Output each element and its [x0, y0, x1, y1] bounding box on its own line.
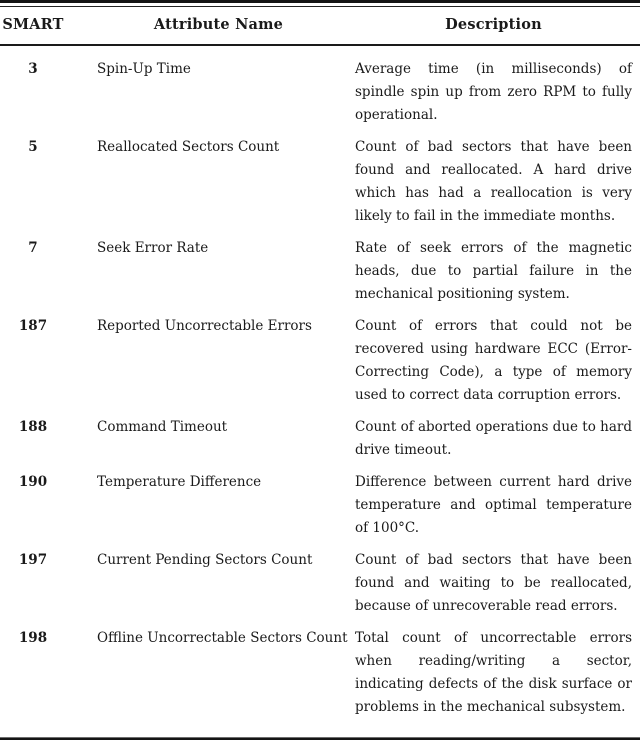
- attribute-name: Reallocated Sectors Count: [97, 139, 280, 155]
- attribute-description: Count of bad sectors that have been found and reallocated. A hard drive which has had a reallocation is very likely to fail in the immediate months.: [355, 139, 632, 224]
- table-row-smart-188: [0, 416, 640, 462]
- attribute-name: Temperature Difference: [97, 474, 262, 490]
- attribute-name: Spin-Up Time: [97, 61, 191, 77]
- attribute-description: Difference between current hard drive temperature and optimal temperature of 100°C.: [355, 474, 632, 536]
- table-row-smart-198: [0, 627, 640, 719]
- attribute-description: Count of bad sectors that have been found and waiting to be reallocated, because of unrecoverable read errors.: [355, 552, 632, 614]
- smart-id: 187: [18, 318, 48, 334]
- attribute-name: Reported Uncorrectable Errors: [97, 318, 312, 334]
- table-row-smart-187: [0, 315, 640, 407]
- smart-id: 198: [18, 630, 48, 646]
- smart-id: 188: [18, 419, 48, 435]
- column-header-attribute-name: Attribute Name: [153, 16, 284, 33]
- table-row-smart-197: [0, 549, 640, 618]
- attribute-description: Count of aborted operations due to hard drive timeout.: [355, 419, 632, 458]
- table-body: [0, 46, 640, 737]
- attribute-description: Count of errors that could not be recovered using hardware ECC (Error-Correcting Code), a type of memory used to correct data corruption errors.: [355, 318, 632, 403]
- smart-id: 7: [28, 240, 38, 256]
- table-header-row: [0, 7, 640, 44]
- attribute-name: Seek Error Rate: [97, 240, 209, 256]
- attribute-description: Rate of seek errors of the magnetic heads, due to partial failure in the mechanical positioning system.: [355, 240, 632, 302]
- attribute-description: Total count of uncorrectable errors when reading/writing a sector, indicating defects of the disk surface or problems in the mechanical subsystem.: [355, 630, 632, 715]
- table-row-smart-190: [0, 471, 640, 540]
- smart-id: 197: [18, 552, 48, 568]
- column-header-smart: SMART: [2, 16, 64, 33]
- attribute-description: Average time (in milliseconds) of spindle spin up from zero RPM to fully operational.: [355, 61, 632, 123]
- attribute-name: Offline Uncorrectable Sectors Count: [97, 630, 348, 646]
- table-row-smart-7: [0, 237, 640, 306]
- attribute-name: Current Pending Sectors Count: [97, 552, 313, 568]
- table-row-smart-5: [0, 136, 640, 228]
- column-header-description: Description: [445, 16, 542, 33]
- smart-id: 5: [28, 139, 38, 155]
- attribute-name: Command Timeout: [97, 419, 228, 435]
- smart-id: 3: [28, 61, 38, 77]
- smart-id: 190: [18, 474, 48, 490]
- table-row-smart-3: [0, 58, 640, 127]
